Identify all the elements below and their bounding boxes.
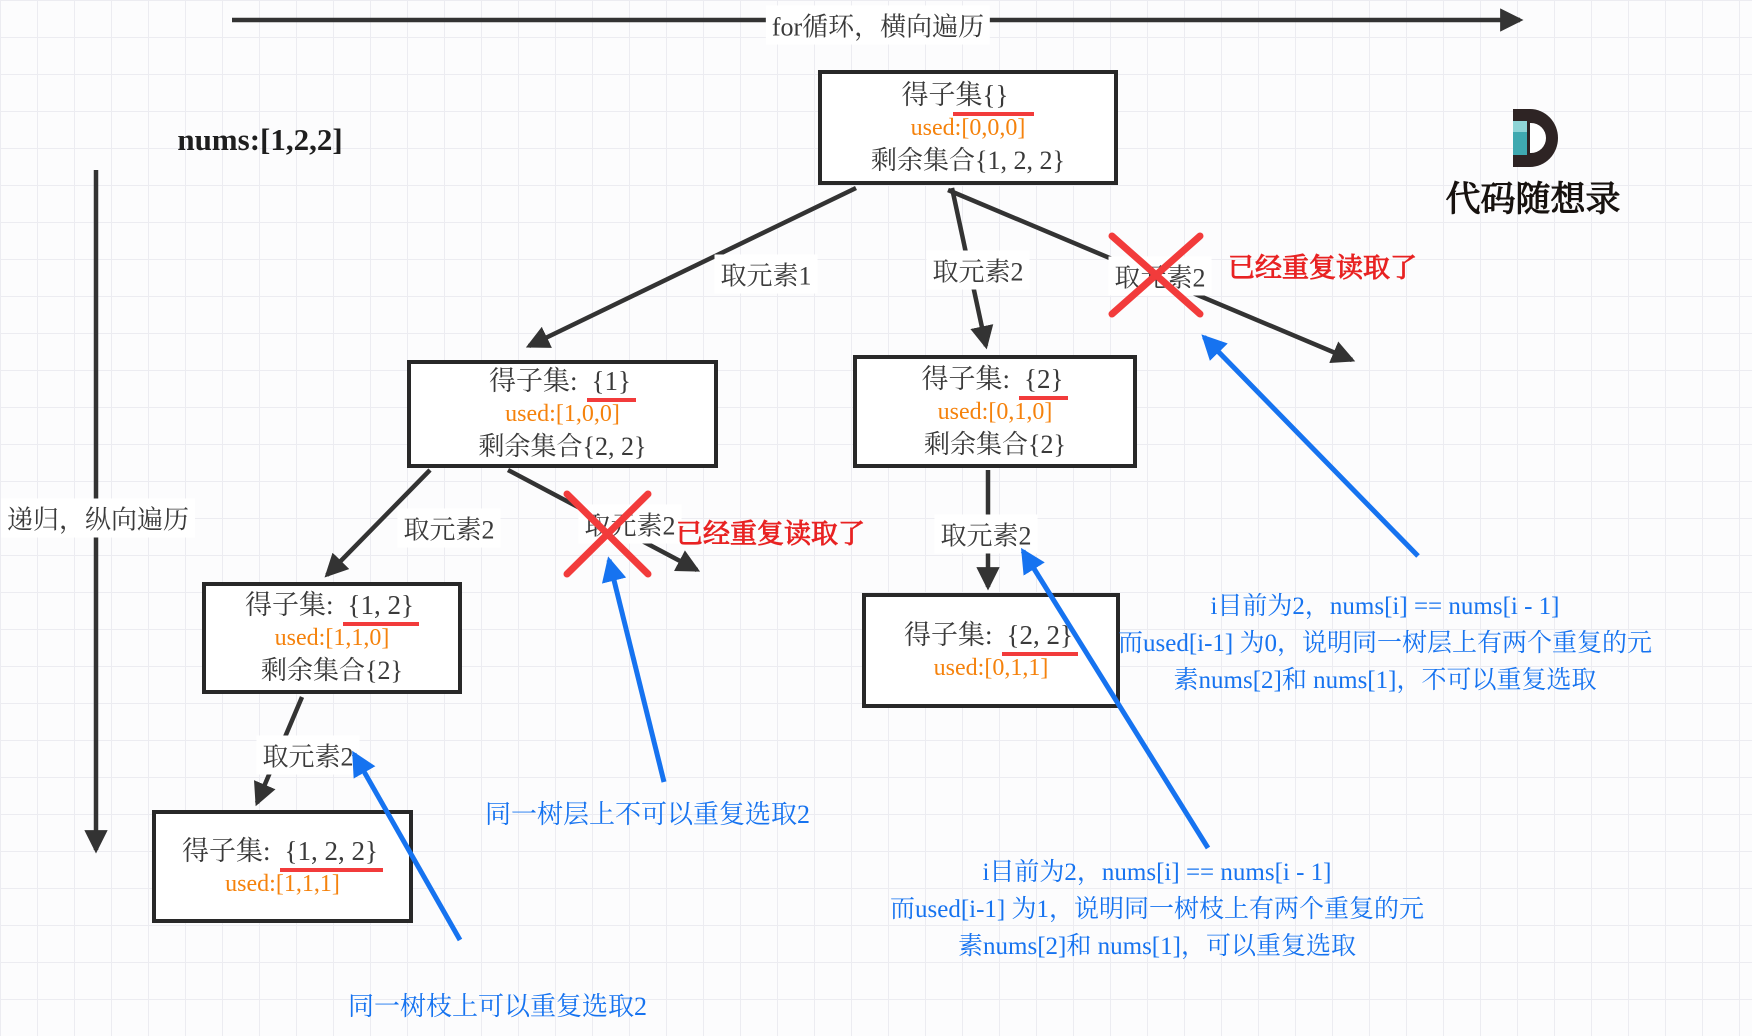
subset-underlined: {2} [1019, 364, 1068, 400]
red-note-duplicate-mid: 已经重复读取了 [676, 519, 865, 549]
blue-note-same-layer: 同一树层上不可以重复选取2 [485, 800, 811, 829]
node-used: used:[0,1,1] [933, 654, 1049, 681]
node-used: used:[1,1,0] [274, 625, 390, 651]
subset-underlined: {1, 2} [343, 590, 419, 626]
node-remaining: 剩余集合{2} [924, 429, 1066, 459]
branch-label-take-element-2: 取元素2 [926, 251, 1029, 290]
node-title: 得子集: {1, 2, 2} [182, 834, 383, 869]
blue-explain-same-branch: i目前为2，nums[i] == nums[i - 1] 而used[i-1] 为1，说明同一树枝上有两个重复的元 素nums[2]和 nums[1]，可以重复选取 [890, 859, 1424, 960]
recursion-axis-label: 递归，纵向遍历 [1, 499, 195, 538]
blue-arrow-to-crossed-top [1204, 337, 1418, 556]
node-used: used:[0,0,0] [910, 114, 1026, 141]
nums-array-label: nums:[1,2,2] [177, 122, 343, 157]
branch-label-take-element-1: 取元素1 [714, 255, 817, 294]
branch-label-take-element-2-crossed-top: 取元素2 [1108, 257, 1211, 296]
subset-underlined: {1} [587, 366, 636, 402]
node-remaining: 剩余集合{2, 2} [478, 432, 647, 461]
node-title: 得子集: {2, 2} [904, 618, 1078, 653]
branch-label-take-element-2-left: 取元素2 [397, 509, 500, 548]
blue-arrow-to-crossed-mid [609, 560, 664, 782]
node-title: 得子集: {2} [922, 362, 1069, 397]
for-loop-axis-label: for循环，横向遍历 [766, 6, 990, 45]
red-note-duplicate-top: 已经重复读取了 [1228, 253, 1417, 283]
node-title: 得子集: {1, 2} [245, 588, 419, 623]
node-title: 得子集{} [902, 78, 1035, 113]
node-used: used:[1,1,1] [225, 870, 340, 897]
subset-underlined: {1, 2, 2} [280, 836, 383, 872]
subset-underlined: {} [953, 80, 1035, 116]
red-x-mark-top [1112, 236, 1200, 314]
branch-label-take-element-2-mid: 取元素2 [934, 515, 1037, 554]
blue-explain-same-layer: i目前为2，nums[i] == nums[i - 1] 而used[i-1] 为0，说明同一树层上有两个重复的元 素nums[2]和 nums[1]，不可以重复选取 [1118, 593, 1652, 694]
node-used: used:[1,0,0] [505, 401, 620, 427]
subset-underlined: {2, 2} [1002, 620, 1078, 656]
node-remaining: 剩余集合{1, 2, 2} [871, 145, 1065, 175]
blue-note-same-branch: 同一树枝上可以重复选取2 [348, 992, 648, 1021]
logo-brand-text: 代码随想录 [1445, 180, 1621, 219]
branch-label-take-element-2-deep: 取元素2 [256, 736, 359, 775]
node-title: 得子集: {1} [489, 364, 636, 399]
branch-label-take-element-2-crossed-mid: 取元素2 [578, 505, 681, 544]
node-remaining: 剩余集合{2} [261, 656, 403, 685]
blue-arrow-to-deep-branch [354, 754, 460, 940]
node-used: used:[0,1,0] [937, 398, 1053, 425]
